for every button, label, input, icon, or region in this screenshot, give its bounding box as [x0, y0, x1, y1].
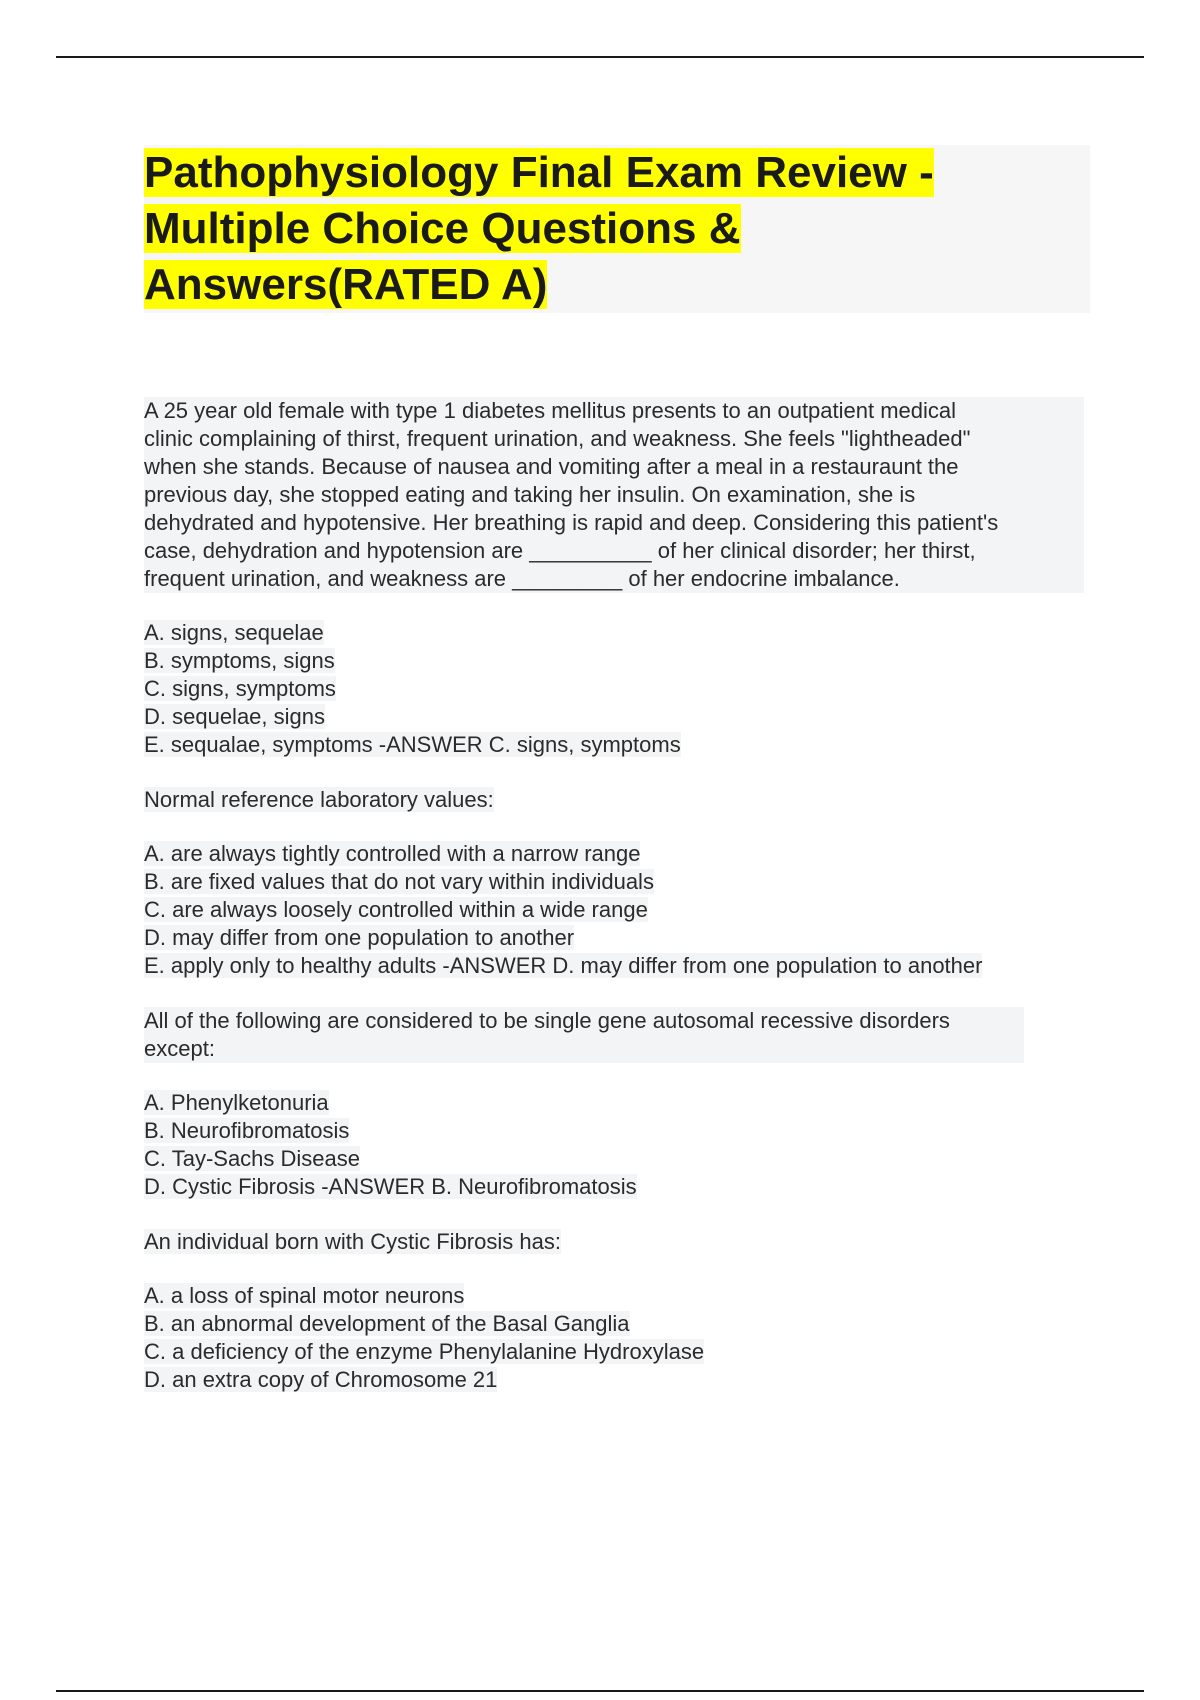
answer-option: D. sequelae, signs	[144, 704, 325, 729]
question-3-stem	[144, 1007, 1024, 1063]
question-2-stem	[144, 786, 1090, 814]
top-divider	[56, 56, 1144, 58]
question-1-stem-line: previous day, she stopped eating and taking her insulin. On examination, she is	[144, 482, 916, 507]
answer-option: D. an extra copy of Chromosome 21	[144, 1367, 498, 1392]
title-line-1: Pathophysiology Final Exam Review -	[144, 148, 934, 197]
question-4-stem-line: An individual born with Cystic Fibrosis has:	[144, 1229, 561, 1254]
question-1-stem-line: case, dehydration and hypotension are __________ of her clinical disorder; her thirst,	[144, 538, 976, 563]
page-title	[144, 145, 1090, 313]
answer-option: B. an abnormal development of the Basal Ganglia	[144, 1311, 630, 1336]
answer-option: B. are fixed values that do not vary within individuals	[144, 869, 654, 894]
answer-option: A. signs, sequelae	[144, 620, 324, 645]
question-2-options	[144, 840, 1090, 980]
answer-option: D. may differ from one population to another	[144, 925, 575, 950]
answer-option-with-answer: D. Cystic Fibrosis -ANSWER B. Neurofibromatosis	[144, 1174, 637, 1199]
question-4-stem	[144, 1228, 1090, 1256]
question-1-stem-line: clinic complaining of thirst, frequent urination, and weakness. She feels "lightheaded"	[144, 426, 971, 451]
question-1-stem-line: frequent urination, and weakness are _________ of her endocrine imbalance.	[144, 566, 900, 591]
answer-option: B. Neurofibromatosis	[144, 1118, 350, 1143]
answer-option: A. Phenylketonuria	[144, 1090, 329, 1115]
answer-option: A. a loss of spinal motor neurons	[144, 1283, 465, 1308]
question-1-stem	[144, 397, 1084, 593]
question-1-options	[144, 619, 1090, 759]
answer-option-with-answer: E. apply only to healthy adults -ANSWER D. may differ from one population to another	[144, 953, 983, 978]
title-block	[144, 145, 1090, 313]
answer-option: C. a deficiency of the enzyme Phenylalanine Hydroxylase	[144, 1339, 705, 1364]
answer-option: C. Tay-Sachs Disease	[144, 1146, 361, 1171]
answer-option: C. are always loosely controlled within a wide range	[144, 897, 648, 922]
question-3-options	[144, 1089, 1090, 1201]
question-4-options	[144, 1282, 1090, 1394]
question-1-stem-line: dehydrated and hypotensive. Her breathing is rapid and deep. Considering this patient's	[144, 510, 999, 535]
question-3-stem-line: except:	[144, 1036, 215, 1061]
answer-option: A. are always tightly controlled with a narrow range	[144, 841, 641, 866]
answer-option: B. symptoms, signs	[144, 648, 335, 673]
answer-option-with-answer: E. sequalae, symptoms -ANSWER C. signs, symptoms	[144, 732, 681, 757]
question-1-stem-line: when she stands. Because of nausea and vomiting after a meal in a restauraunt the	[144, 454, 959, 479]
page-content	[144, 145, 1090, 1421]
bottom-divider	[56, 1690, 1144, 1692]
title-line-2: Multiple Choice Questions &	[144, 204, 741, 253]
question-3-stem-line: All of the following are considered to be single gene autosomal recessive disorders	[144, 1008, 950, 1033]
title-line-3: Answers(RATED A)	[144, 260, 548, 309]
question-1-stem-line: A 25 year old female with type 1 diabetes mellitus presents to an outpatient medical	[144, 398, 957, 423]
answer-option: C. signs, symptoms	[144, 676, 336, 701]
question-2-stem-line: Normal reference laboratory values:	[144, 787, 494, 812]
